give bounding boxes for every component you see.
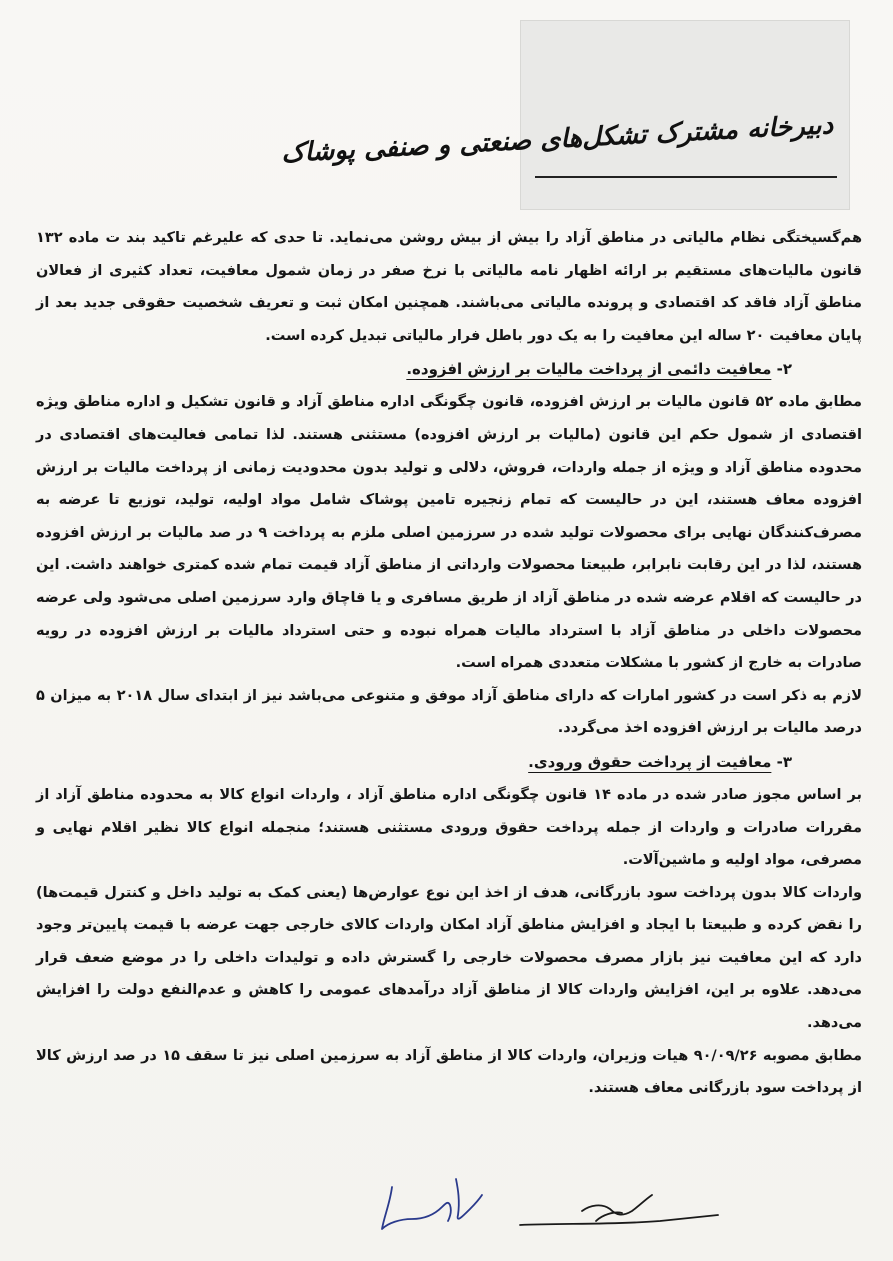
letterhead-org-name: دبیرخانه مشترک تشکل‌های صنعتی و صنفی پوشاک — [280, 110, 834, 169]
section-3-number: ۳- — [776, 752, 792, 771]
intro-paragraph: هم‌گسیختگی نظام مالیاتی در مناطق آزاد را بیش از بیش روشن می‌نماید. تا حدی که علیرغم تاکید بند ت ماده ۱۳۲ قانون مالیات‌های مستقیم بر ارائه اظهار نامه مالیاتی با نرخ صفر در زمان شمول معافیت، تعداد کثیری از فعالان مناطق آزاد فاقد کد اقتصادی و پرونده مالیاتی می‌باشند. همچنین امکان ثبت و تعریف شخصیت حقوقی جدید بعد از پایان معافیت ۲۰ ساله این معافیت را به یک دور باطل فرار مالیاتی تبدیل کرده است. — [36, 230, 862, 344]
letterhead-underline — [535, 176, 837, 178]
signatures — [370, 1165, 730, 1245]
section-2-paragraph: مطابق ماده ۵۲ قانون مالیات بر ارزش افزوده، قانون چگونگی اداره مناطق آزاد و قانون تشکیل و اداره مناطق ویژه اقتصادی از شمول حکم این قانون (مالیات بر ارزش افزوده) مستثنی هستند. لذا تمامی فعالیت‌های اقتصادی در محدوده مناطق آزاد و ویژه از جمله واردات، فروش، دلالی و تولید بدون محدودیت زمانی از پرداخت مالیات بر ارزش افزوده معاف هستند، این در حالیست که تمام زنجیره تامین پوشاک شامل مواد اولیه، تولید، توزیع تا عرضه به مصرف‌کنندگان نهایی برای محصولات تولید شده در سرزمین اصلی ملزم به پرداخت ۹ در صد مالیات بر ارزش افزوده هستند، لذا در این رقابت نابرابر، طبیعتا محصولات وارداتی از مناطق آزاد قیمت تمام شده کمتری خواهند داشت. این در حالیست که اقلام عرضه شده در مناطق آزاد از طریق مسافری و یا قاچاق وارد سرزمین اصلی می‌شود ولی عرضه محصولات داخلی در مناطق آزاد با استرداد مالیات همراه نبوده و حتی استرداد مالیات بر ارزش افزوده در رویه صادرات به خارج از کشور با مشکلات متعددی همراه است. — [36, 394, 863, 672]
signature-left — [382, 1179, 482, 1229]
section-3-paragraph: واردات کالا بدون پرداخت سود بازرگانی، هدف از اخذ این نوع عوارض‌ها (یعنی کمک به تولید داخل و کنترل قیمت‌ها) را نقض کرده و طبیعتا با ایجاد و افزایش مناطق آزاد امکان واردات کالای خارجی جهت عرضه با قیمت پایین‌تر وجود دارد که این معافیت نیز بازار مصرف محصولات خارجی را گسترش داده و تولیدات داخلی را در موضع ضعف قرار می‌دهد. علاوه بر این، افزایش واردات کالا از مناطق آزاد درآمدهای عمومی را کاهش و عدم‌النفع دولت را افزایش می‌دهد. — [36, 884, 862, 1032]
section-3-title: معافیت از پرداخت حقوق ورودی. — [528, 752, 772, 771]
section-2-title: معافیت دائمی از پرداخت مالیات بر ارزش افزوده. — [406, 360, 772, 379]
signature-drawing — [370, 1165, 730, 1245]
section-3-heading — [36, 745, 862, 779]
section-3-paragraph: بر اساس مجوز صادر شده در ماده ۱۴ قانون چگونگی اداره مناطق آزاد ، واردات انواع کالا به محدوده مناطق آزاد از مقررات صادرات و واردات از جمله پرداخت حقوق ورودی مستثنی هستند؛ منجمله انواع کالا نظیر اقلام نهایی و مصرفی، مواد اولیه و ماشین‌آلات. — [36, 786, 862, 869]
section-3-paragraph: مطابق مصوبه ۹۰/۰۹/۲۶ هیات وزیران، واردات کالا از مناطق آزاد به سرزمین اصلی نیز تا سقف ۱۵ در صد ارزش کالا از پرداخت سود بازرگانی معاف هستند. — [36, 1047, 862, 1097]
document-body — [36, 222, 862, 1105]
section-2-paragraph: لازم به ذکر است در کشور امارات که دارای مناطق آزاد موفق و متنوعی می‌باشد نیز از ابتدای سال ۲۰۱۸ به میزان ۵ درصد مالیات بر ارزش افزوده اخذ می‌گردد. — [36, 687, 862, 737]
section-2-number: ۲- — [776, 360, 792, 379]
letterhead-box — [280, 20, 850, 210]
signature-right — [520, 1195, 718, 1225]
section-2-heading — [36, 352, 862, 386]
